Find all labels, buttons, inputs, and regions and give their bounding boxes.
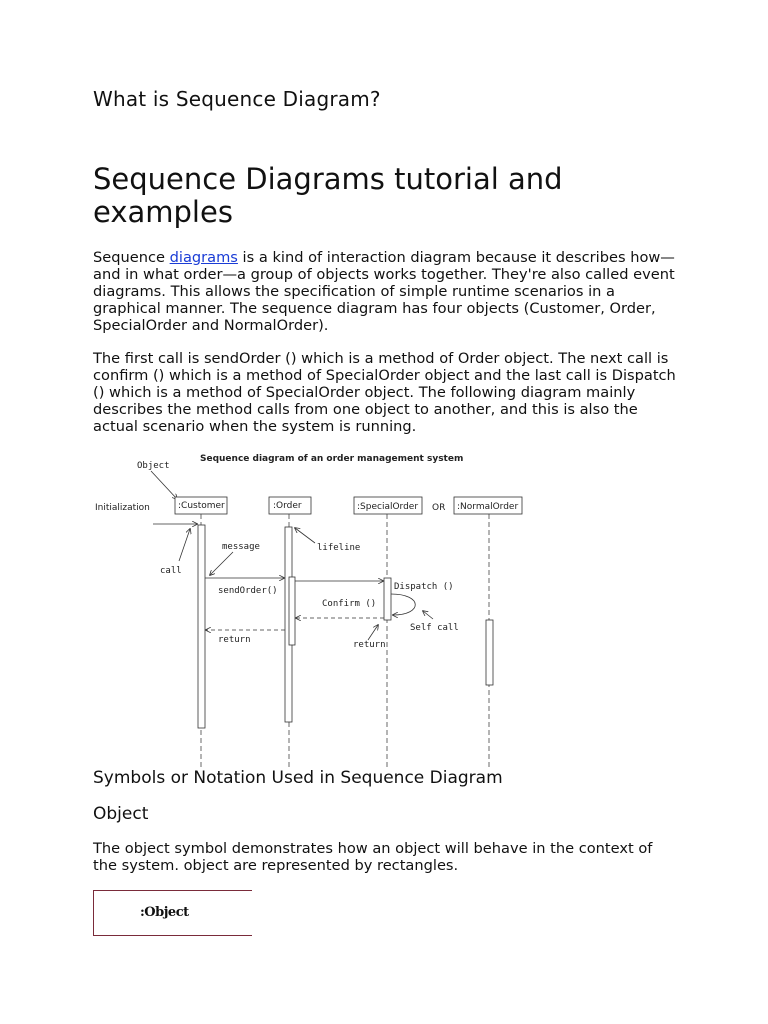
message-annotation: message [222,542,260,552]
diagram-title: Sequence diagram of an order management system [200,454,464,464]
specialorder-activation [384,578,391,620]
sequence-diagram-image [93,449,533,769]
normalorder-label: :NormalOrder [457,502,519,512]
order-label: :Order [273,501,302,511]
lifeline-annotation: lifeline [317,543,361,553]
question-heading: What is Sequence Diagram? [93,87,381,111]
call-annotation: call [160,566,182,576]
dispatch-label: Dispatch () [394,582,454,592]
call-pointer [179,529,190,561]
order-sub-activation [289,577,295,645]
return-label-1: return [218,635,251,645]
return-pointer-2 [368,625,378,640]
sendorder-label: sendOrder() [218,586,278,596]
symbols-heading: Symbols or Notation Used in Sequence Diagram [93,768,503,788]
diagrams-link[interactable]: diagrams [169,249,238,266]
intro-prefix: Sequence [93,249,170,266]
object-annotation: Object [137,461,170,471]
specialorder-label: :SpecialOrder [357,502,419,512]
calls-paragraph: The first call is sendOrder () which is a method of Order object. The next call is confirm () which is a method of SpecialOrder object and the last call is Dispatch () which is a method of SpecialOrder object. The following diagram mainly describes the method calls from one object to another, and this is also the actual scenario when the system is running. [93,350,676,435]
object-pointer [151,471,177,499]
lifeline-pointer [295,528,315,543]
return-annotation-2: return [353,640,386,650]
normalorder-activation [486,620,493,685]
intro-rest: is a kind of interaction diagram because it describes how—and in what order—a group of objects works together. They're also called event diagrams. This allows the specification of simple runtime scenarios in a graphical manner. The sequence diagram has four objects (Customer, Order, SpecialOrder and NormalOrder). [93,249,675,334]
customer-activation [198,525,205,728]
object-heading: Object [93,804,149,824]
confirm-self-call-arrow [391,594,415,615]
message-pointer [210,552,233,575]
tutorial-heading: Sequence Diagrams tutorial and examples [93,162,563,229]
object-description: The object symbol demonstrates how an object will behave in the context of the system. object are represented by rectangles. [93,840,653,874]
self-call-annotation: Self call [410,623,459,633]
object-symbol-box [93,890,252,936]
intro-paragraph [93,249,678,334]
object-symbol-label: :Object [140,905,189,920]
or-label: OR [432,503,446,513]
customer-label: :Customer [178,501,225,511]
self-call-pointer [423,611,433,619]
confirm-label: Confirm () [322,599,377,609]
initialization-label: Initialization [95,503,150,513]
